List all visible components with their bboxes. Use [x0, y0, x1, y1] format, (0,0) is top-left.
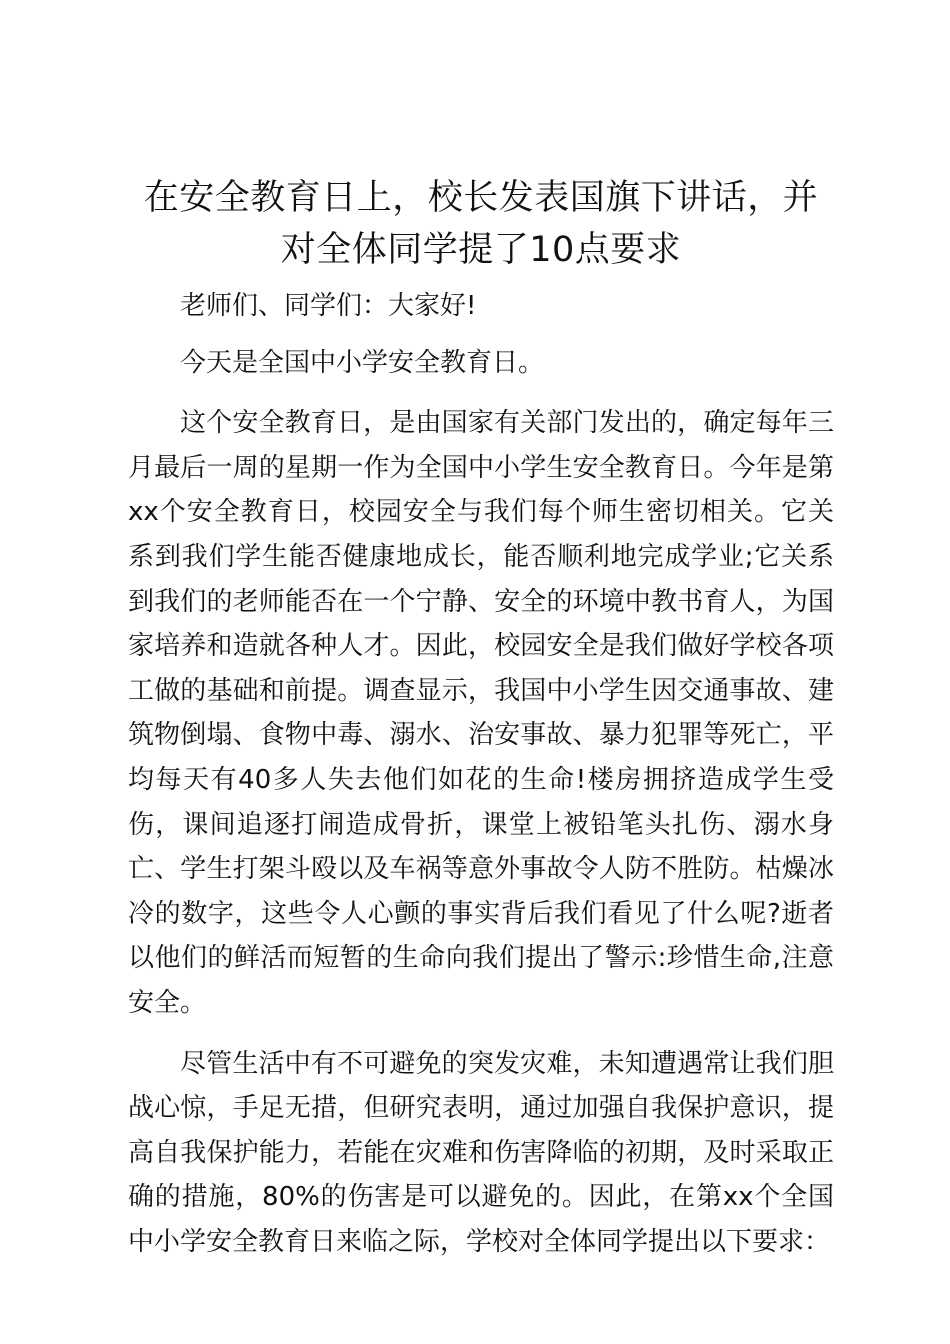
paragraph-safety-day: 这个安全教育日，是由国家有关部门发出的，确定每年三月最后一周的星期一作为全国中小学生安全教育日。今年是第xx个安全教育日，校园安全与我们每个师生密切相关。它关系到我们学生能否健康地成长，能否顺利地完成学业;它关系到我们的老师能否在一个宁静、安全的环境中教书育人，为国家培养和造就各种人才。因此，校园安全是我们做好学校各项工做的基础和前提。调查显示，我国中小学生因交通事故、建筑物倒塌、食物中毒、溺水、治安事故、暴力犯罪等死亡，平均每天有40多人失去他们如花的生命!楼房拥挤造成学生受伤，课间追逐打闹造成骨折，课堂上被铅笔头扎伤、溺水身亡、学生打架斗殴以及车祸等意外事故令人防不胜防。枯燥冰冷的数字，这些令人心颤的事实背后我们看见了什么呢?逝者以他们的鲜活而短暂的生命向我们提出了警示:珍惜生命,注意安全。 — [128, 408, 834, 1018]
paragraph-requirements: 尽管生活中有不可避免的突发灾难，未知遭遇常让我们胆战心惊，手足无措，但研究表明，通过加强自我保护意识，提高自我保护能力，若能在灾难和伤害降临的初期，及时采取正确的措施，80%的伤害是可以避免的。因此，在第xx个全国中小学安全教育日来临之际，学校对全体同学提出以下要求： — [128, 1048, 834, 1257]
greeting-line: 老师们、同学们：大家好! — [180, 291, 477, 321]
document-page — [128, 172, 834, 1264]
paragraph-intro: 今天是全国中小学安全教育日。 — [180, 347, 545, 378]
document-title: 在安全教育日上，校长发表国旗下讲话，并对全体同学提了10点要求 — [143, 178, 819, 270]
